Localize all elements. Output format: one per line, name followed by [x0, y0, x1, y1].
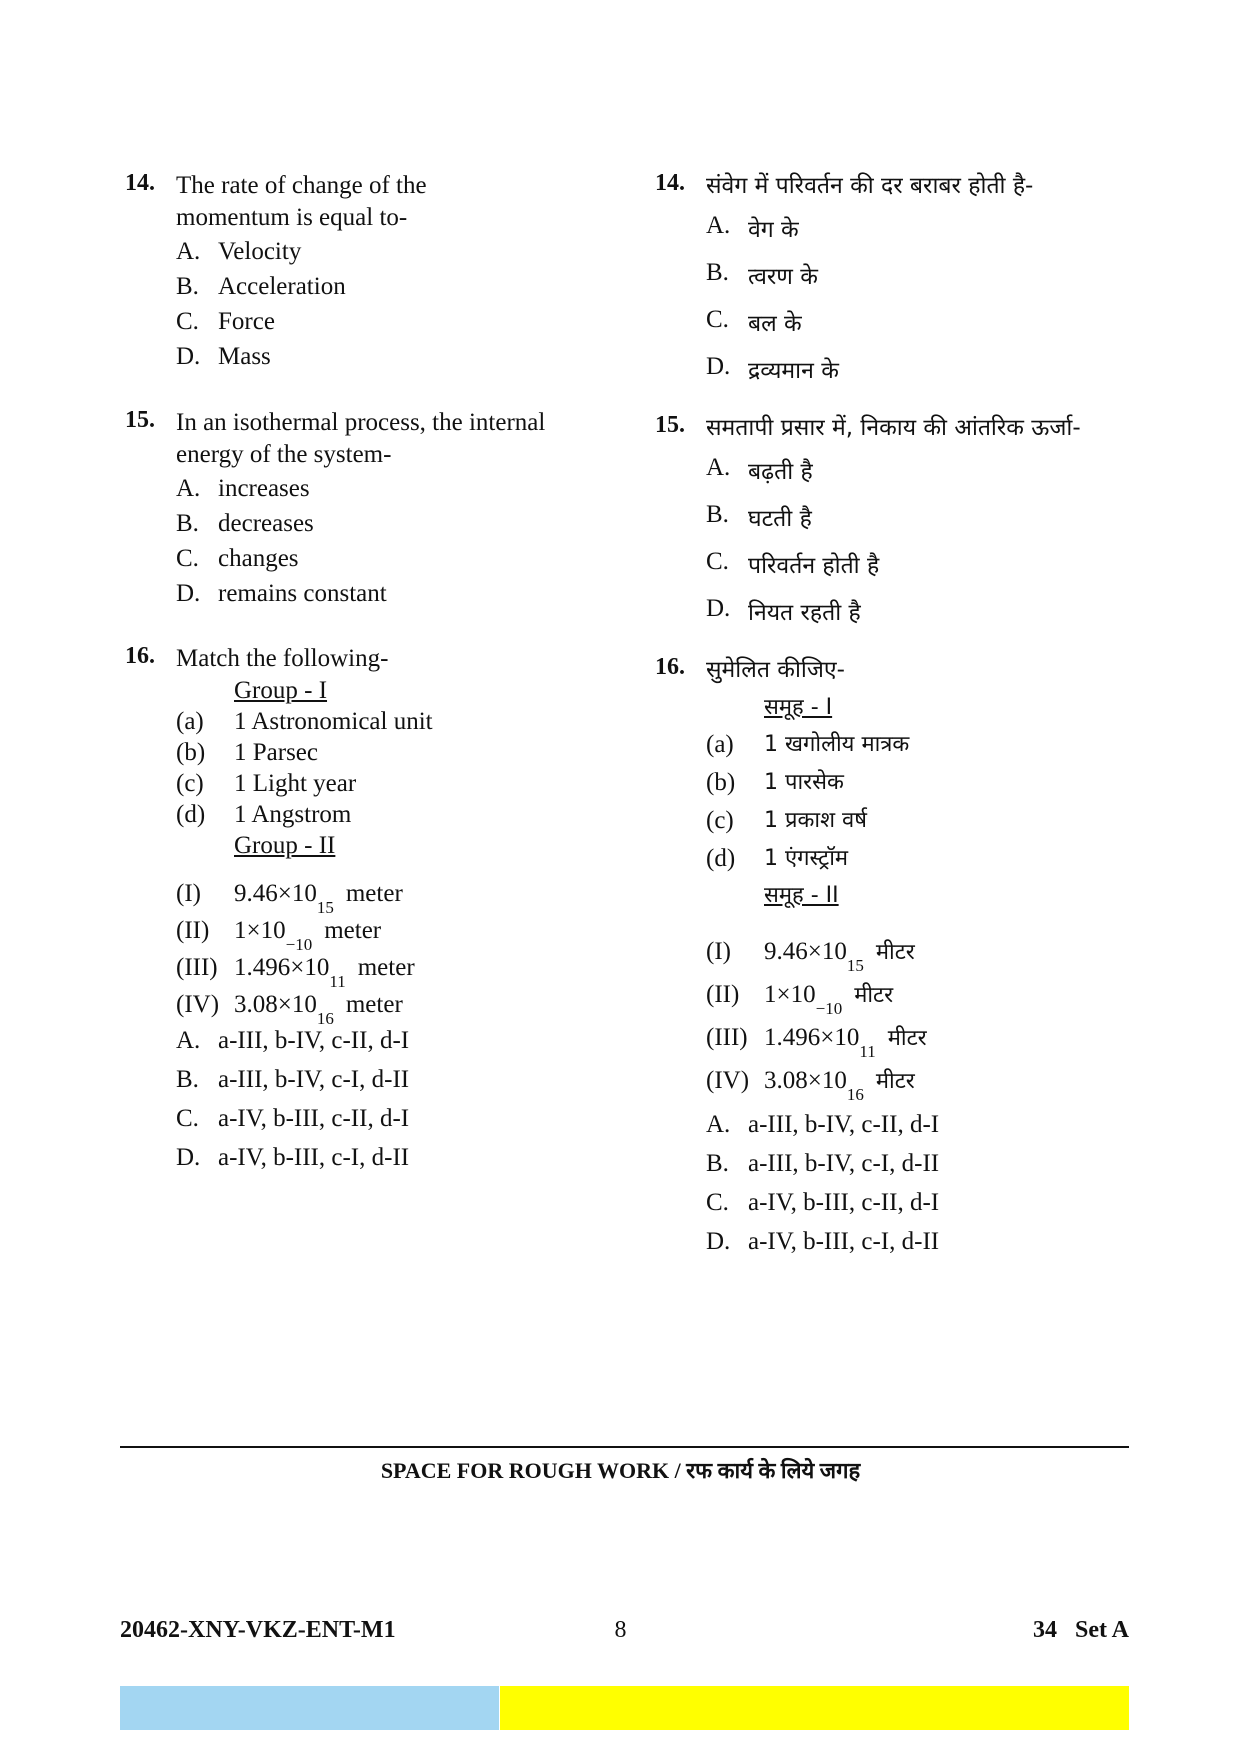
- match-value: (I) 9.46×10 15 मीटर: [706, 938, 915, 975]
- set-label: 34 Set A: [1033, 1617, 1129, 1643]
- page-number: 8: [614, 1617, 627, 1643]
- match-item: (a) 1 खगोलीय मात्रक: [706, 731, 910, 758]
- option: C. परिवर्तन होती है: [706, 548, 880, 579]
- match-item: (d) 1 एंगस्ट्रॉम: [706, 845, 849, 872]
- question-text: Match the following-: [176, 645, 389, 672]
- match-item: (b) 1 पारसेक: [706, 769, 844, 796]
- option: B. Acceleration: [176, 273, 346, 300]
- option: D. नियत रहती है: [706, 595, 861, 626]
- english-column: [125, 170, 625, 1183]
- option: B. decreases: [176, 510, 314, 537]
- question-16: [125, 643, 625, 1183]
- option: C. a-IV, b-III, c-II, d-I: [176, 1105, 410, 1132]
- option: C. changes: [176, 545, 299, 572]
- question-number: 16.: [125, 643, 155, 669]
- question-14-hindi: [655, 170, 1175, 400]
- match-value: (III) 1.496×10 11 meter: [176, 954, 415, 991]
- rough-work-label: SPACE FOR ROUGH WORK / रफ कार्य के लिये जगह: [380, 1458, 861, 1483]
- question-15-hindi: [655, 412, 1175, 642]
- match-item: (b) 1 Parsec: [176, 739, 318, 766]
- question-text: संवेग में परिवर्तन की दर बराबर होती है-: [706, 173, 1034, 199]
- match-value: (II) 1×10 −10 meter: [176, 917, 382, 954]
- question-number: 15.: [655, 412, 685, 438]
- match-value: (III) 1.496×10 11 मीटर: [706, 1024, 927, 1061]
- match-value: (IV) 3.08×10 16 मीटर: [706, 1067, 915, 1104]
- option: B. a-III, b-IV, c-I, d-II: [706, 1150, 940, 1177]
- color-bar-yellow: [500, 1686, 1129, 1730]
- paper-code: 20462-XNY-VKZ-ENT-M1: [120, 1617, 396, 1643]
- option: B. a-III, b-IV, c-I, d-II: [176, 1066, 410, 1093]
- option: A. a-III, b-IV, c-II, d-I: [706, 1111, 940, 1138]
- option: C. बल के: [706, 306, 802, 337]
- option: A. वेग के: [706, 212, 799, 243]
- match-value: (IV) 3.08×10 16 meter: [176, 991, 403, 1028]
- question-text: The rate of change of the momentum is equal to-: [176, 172, 427, 231]
- option: D. द्रव्यमान के: [706, 353, 839, 384]
- option: C. a-IV, b-III, c-II, d-I: [706, 1189, 940, 1216]
- option: D. a-IV, b-III, c-I, d-II: [176, 1144, 410, 1171]
- divider-line: [120, 1446, 1129, 1448]
- hindi-column: [655, 170, 1175, 1267]
- option: A. Velocity: [176, 238, 302, 265]
- question-number: 14.: [125, 170, 155, 196]
- question-15: [125, 407, 625, 615]
- match-item: (d) 1 Angstrom: [176, 801, 352, 828]
- question-text: In an isothermal process, the internal energy of the system-: [176, 409, 546, 468]
- question-text: सुमेलित कीजिए-: [706, 657, 845, 683]
- question-number: 14.: [655, 170, 685, 196]
- group-heading: Group - II: [234, 832, 336, 859]
- option: D. Mass: [176, 343, 271, 370]
- question-number: 16.: [655, 654, 685, 680]
- option: B. त्वरण के: [706, 259, 818, 290]
- match-item: (c) 1 प्रकाश वर्ष: [706, 807, 868, 834]
- match-item: (a) 1 Astronomical unit: [176, 708, 433, 735]
- match-value: (I) 9.46×10 15 meter: [176, 880, 403, 917]
- option: A. बढ़ती है: [706, 454, 813, 485]
- group-heading: Group - I: [234, 677, 328, 704]
- option: B. घटती है: [706, 501, 812, 532]
- option: A. a-III, b-IV, c-II, d-I: [176, 1027, 410, 1054]
- color-bar-blue: [120, 1686, 499, 1730]
- match-value: (II) 1×10 −10 मीटर: [706, 981, 894, 1018]
- option: C. Force: [176, 308, 275, 335]
- option: D. a-IV, b-III, c-I, d-II: [706, 1228, 940, 1255]
- question-16-hindi: [655, 654, 1175, 1267]
- group-heading: समूह - II: [764, 883, 839, 908]
- option: D. remains constant: [176, 580, 387, 607]
- match-item: (c) 1 Light year: [176, 770, 357, 797]
- question-text: समतापी प्रसार में, निकाय की आंतरिक ऊर्जा-: [706, 415, 1081, 441]
- option: A. increases: [176, 475, 310, 502]
- question-number: 15.: [125, 407, 155, 433]
- group-heading: समूह - I: [764, 695, 833, 720]
- question-14: [125, 170, 625, 378]
